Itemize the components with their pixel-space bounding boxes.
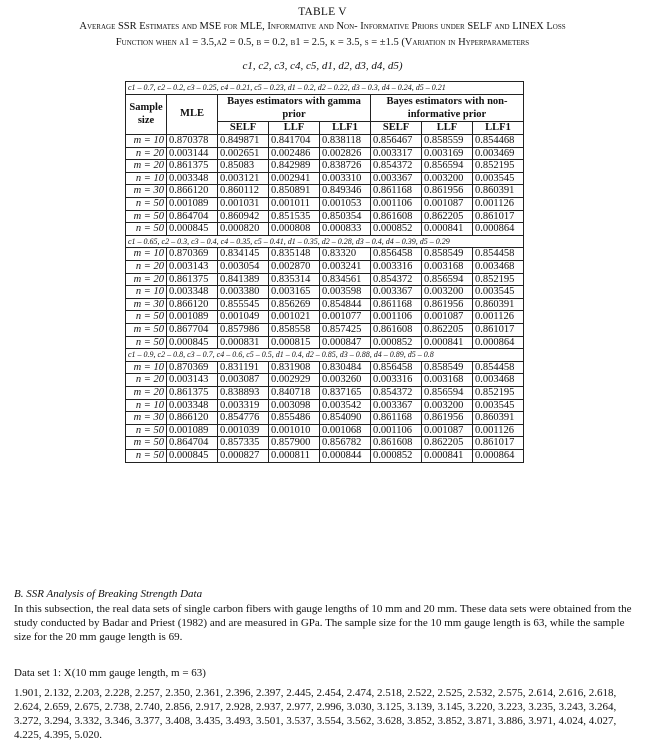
value-cell: 0.003316	[371, 374, 422, 387]
value-cell: 0.000852	[371, 449, 422, 462]
table-row	[126, 324, 524, 337]
section-paragraph: In this subsection, the real data sets of single carbon fibers with gauge lengths of 10 mm and 20 mm. These data sets were obtained from the study conducted by Badar and Priest (1982) and are measured in GPa. The sample size for the 10 mm gauge length is 63, while the sample size for the 20 mm gauge length is 69.	[14, 603, 632, 643]
sample-size-cell: m = 20	[126, 273, 167, 286]
subcol-header: LLF	[269, 121, 320, 135]
value-cell: 0.840718	[269, 386, 320, 399]
value-cell: 0.003168	[422, 261, 473, 274]
value-cell: 0.862205	[422, 437, 473, 450]
value-cell: 0.000845	[167, 449, 218, 462]
value-cell: 0.854090	[320, 412, 371, 425]
hyperparameter-label: c1 – 0.9, c2 – 0.8, c3 – 0.7, c4 – 0.6, c5 – 0.5, d1 – 0.4, d2 – 0.85, d3 – 0.88, d4 – 0.89, d5 – 0.8	[126, 349, 524, 362]
sample-size-cell: m = 30	[126, 298, 167, 311]
table-row	[126, 399, 524, 412]
value-cell: 0.000827	[218, 449, 269, 462]
value-cell: 0.000864	[473, 449, 524, 462]
value-cell: 0.866120	[167, 412, 218, 425]
value-cell: 0.003144	[167, 147, 218, 160]
value-cell: 0.003168	[422, 374, 473, 387]
value-cell: 0.000815	[269, 336, 320, 349]
value-cell: 0.003143	[167, 261, 218, 274]
value-cell: 0.85083	[218, 160, 269, 173]
value-cell: 0.003165	[269, 286, 320, 299]
value-cell: 0.834145	[218, 248, 269, 261]
value-cell: 0.001089	[167, 311, 218, 324]
value-cell: 0.003260	[320, 374, 371, 387]
table-row	[126, 286, 524, 299]
value-cell: 0.000811	[269, 449, 320, 462]
value-cell: 0.003200	[422, 399, 473, 412]
value-cell: 0.002651	[218, 147, 269, 160]
value-cell: 0.000833	[320, 223, 371, 236]
value-cell: 0.854844	[320, 298, 371, 311]
value-cell: 0.003348	[167, 172, 218, 185]
value-cell: 0.000831	[218, 336, 269, 349]
value-cell: 0.864704	[167, 210, 218, 223]
sample-size-cell: m = 10	[126, 361, 167, 374]
value-cell: 0.003241	[320, 261, 371, 274]
table-row	[126, 223, 524, 236]
subcol-header: SELF	[218, 121, 269, 135]
value-cell: 0.855545	[218, 298, 269, 311]
value-cell: 0.000845	[167, 336, 218, 349]
sample-size-cell: n = 50	[126, 198, 167, 211]
value-cell: 0.858549	[422, 248, 473, 261]
value-cell: 0.856594	[422, 273, 473, 286]
table-row	[126, 261, 524, 274]
sample-size-cell: n = 50	[126, 223, 167, 236]
value-cell: 0.861168	[371, 298, 422, 311]
table-row	[126, 273, 524, 286]
dataset-values: 1.901, 2.132, 2.203, 2.228, 2.257, 2.350, 2.361, 2.396, 2.397, 2.445, 2.454, 2.474, 2.518, 2.522, 2.525, 2.532, 2.575, 2.614, 2.616, 2.618, 2.624, 2.659, 2.675, 2.738, 2.740, 2.856, 2.917, 2.928, 2.937, 2.977, 2.996, 3.030, 3.125, 3.139, 3.145, 3.220, 3.223, 3.235, 3.243, 3.264, 3.272, 3.294, 3.332, 3.346, 3.377, 3.408, 3.435, 3.493, 3.501, 3.537, 3.554, 3.562, 3.628, 3.852, 3.852, 3.871, 3.886, 3.971, 4.024, 4.027, 4.225, 4.395, 5.020.	[14, 687, 617, 741]
table-row	[126, 198, 524, 211]
value-cell: 0.852195	[473, 160, 524, 173]
table-row	[126, 185, 524, 198]
value-cell: 0.862205	[422, 210, 473, 223]
value-cell: 0.852195	[473, 386, 524, 399]
value-cell: 0.860391	[473, 185, 524, 198]
table-row	[126, 210, 524, 223]
value-cell: 0.003469	[473, 147, 524, 160]
value-cell: 0.854458	[473, 248, 524, 261]
value-cell: 0.870369	[167, 248, 218, 261]
value-cell: 0.849346	[320, 185, 371, 198]
value-cell: 0.855486	[269, 412, 320, 425]
table-row	[126, 412, 524, 425]
value-cell: 0.870369	[167, 361, 218, 374]
value-cell: 0.854372	[371, 273, 422, 286]
value-cell: 0.003121	[218, 172, 269, 185]
value-cell: 0.854372	[371, 386, 422, 399]
value-cell: 0.861608	[371, 437, 422, 450]
value-cell: 0.003054	[218, 261, 269, 274]
value-cell: 0.861017	[473, 324, 524, 337]
value-cell: 0.841704	[269, 135, 320, 148]
value-cell: 0.860942	[218, 210, 269, 223]
value-cell: 0.854372	[371, 160, 422, 173]
table-row	[126, 311, 524, 324]
sample-size-cell: m = 10	[126, 135, 167, 148]
value-cell: 0.870378	[167, 135, 218, 148]
value-cell: 0.003468	[473, 261, 524, 274]
value-cell: 0.83320	[320, 248, 371, 261]
value-cell: 0.831908	[269, 361, 320, 374]
sample-size-cell: m = 50	[126, 437, 167, 450]
value-cell: 0.861608	[371, 210, 422, 223]
value-cell: 0.860112	[218, 185, 269, 198]
value-cell: 0.838726	[320, 160, 371, 173]
value-cell: 0.000852	[371, 223, 422, 236]
value-cell: 0.861017	[473, 210, 524, 223]
subcol-header: LLF1	[320, 121, 371, 135]
value-cell: 0.835148	[269, 248, 320, 261]
value-cell: 0.861956	[422, 298, 473, 311]
value-cell: 0.861375	[167, 386, 218, 399]
table-caption-line2: Function when α1 = 3.5,α2 = 0.5, β = 0.2, β1 = 2.5, k = 3.5, s = ±1.5 (Variation in Hyperparameters	[115, 37, 530, 48]
sample-size-cell: n = 50	[126, 336, 167, 349]
value-cell: 0.003545	[473, 172, 524, 185]
sample-size-cell: m = 50	[126, 210, 167, 223]
section-heading: B. SSR Analysis of Breaking Strength Data	[14, 588, 203, 600]
value-cell: 0.838893	[218, 386, 269, 399]
table-row	[126, 135, 524, 148]
value-cell: 0.858559	[422, 135, 473, 148]
sample-size-cell: m = 30	[126, 412, 167, 425]
hyperparameter-label: c1 – 0.7, c2 – 0.2, c3 – 0.25, c4 – 0.21, c5 – 0.23, d1 – 0.2, d2 – 0.22, d3 – 0.3, d4 – 0.24, d5 – 0.21	[126, 82, 524, 95]
value-cell: 0.000847	[320, 336, 371, 349]
value-cell: 0.838118	[320, 135, 371, 148]
subcol-header: LLF1	[473, 121, 524, 135]
value-cell: 0.001087	[422, 424, 473, 437]
value-cell: 0.861956	[422, 185, 473, 198]
value-cell: 0.856458	[371, 361, 422, 374]
value-cell: 0.003319	[218, 399, 269, 412]
value-cell: 0.001126	[473, 311, 524, 324]
value-cell: 0.858558	[269, 324, 320, 337]
sample-size-cell: n = 10	[126, 172, 167, 185]
value-cell: 0.001068	[320, 424, 371, 437]
header-row	[126, 94, 524, 121]
value-cell: 0.003317	[371, 147, 422, 160]
value-cell: 0.000841	[422, 336, 473, 349]
value-cell: 0.001053	[320, 198, 371, 211]
value-cell: 0.001031	[218, 198, 269, 211]
sample-size-cell: m = 20	[126, 386, 167, 399]
value-cell: 0.860391	[473, 298, 524, 311]
value-cell: 0.003545	[473, 399, 524, 412]
value-cell: 0.003598	[320, 286, 371, 299]
value-cell: 0.003169	[422, 147, 473, 160]
value-cell: 0.002826	[320, 147, 371, 160]
value-cell: 0.003087	[218, 374, 269, 387]
sample-size-header: Sample size	[126, 94, 167, 135]
sample-size-cell: m = 20	[126, 160, 167, 173]
value-cell: 0.001106	[371, 198, 422, 211]
value-cell: 0.841389	[218, 273, 269, 286]
value-cell: 0.854458	[473, 361, 524, 374]
dataset-label: Data set 1: X(10 mm gauge length, m = 63)	[14, 667, 206, 679]
value-cell: 0.001106	[371, 424, 422, 437]
subcol-header: SELF	[371, 121, 422, 135]
value-cell: 0.003200	[422, 172, 473, 185]
value-cell: 0.003348	[167, 399, 218, 412]
value-cell: 0.001077	[320, 311, 371, 324]
value-cell: 0.003348	[167, 286, 218, 299]
value-cell: 0.003367	[371, 399, 422, 412]
table-row	[126, 160, 524, 173]
value-cell: 0.835314	[269, 273, 320, 286]
value-cell: 0.003310	[320, 172, 371, 185]
value-cell: 0.000844	[320, 449, 371, 462]
value-cell: 0.857986	[218, 324, 269, 337]
value-cell: 0.001089	[167, 424, 218, 437]
value-cell: 0.001039	[218, 424, 269, 437]
value-cell: 0.861375	[167, 273, 218, 286]
hyperparameter-label: c1 – 0.65, c2 – 0.3, c3 – 0.4, c4 – 0.35, c5 – 0.41, d1 – 0.35, d2 – 0.28, d3 – 0.4, d4 – 0.39, d5 – 0.29	[126, 235, 524, 248]
param-row	[126, 235, 524, 248]
value-cell: 0.856594	[422, 386, 473, 399]
value-cell: 0.000852	[371, 336, 422, 349]
mle-header: MLE	[167, 94, 218, 135]
value-cell: 0.858549	[422, 361, 473, 374]
table-row	[126, 298, 524, 311]
value-cell: 0.001089	[167, 198, 218, 211]
value-cell: 0.861168	[371, 185, 422, 198]
table-row	[126, 147, 524, 160]
value-cell: 0.864704	[167, 437, 218, 450]
sample-size-cell: m = 30	[126, 185, 167, 198]
sample-size-cell: n = 20	[126, 261, 167, 274]
value-cell: 0.002941	[269, 172, 320, 185]
table-row	[126, 386, 524, 399]
value-cell: 0.831191	[218, 361, 269, 374]
sample-size-cell: n = 50	[126, 311, 167, 324]
value-cell: 0.001049	[218, 311, 269, 324]
value-cell: 0.000808	[269, 223, 320, 236]
sample-size-cell: n = 10	[126, 286, 167, 299]
sample-size-cell: m = 10	[126, 248, 167, 261]
value-cell: 0.857900	[269, 437, 320, 450]
value-cell: 0.003545	[473, 286, 524, 299]
value-cell: 0.003542	[320, 399, 371, 412]
value-cell: 0.000845	[167, 223, 218, 236]
value-cell: 0.003468	[473, 374, 524, 387]
table-row	[126, 374, 524, 387]
value-cell: 0.856594	[422, 160, 473, 173]
value-cell: 0.860391	[473, 412, 524, 425]
value-cell: 0.861168	[371, 412, 422, 425]
table-row	[126, 424, 524, 437]
value-cell: 0.001087	[422, 311, 473, 324]
value-cell: 0.856782	[320, 437, 371, 450]
value-cell: 0.866120	[167, 185, 218, 198]
value-cell: 0.001087	[422, 198, 473, 211]
value-cell: 0.001126	[473, 198, 524, 211]
value-cell: 0.000820	[218, 223, 269, 236]
table-caption-line3: c1, c2, c3, c4, c5, d1, d2, d3, d4, d5)	[242, 60, 403, 72]
value-cell: 0.001106	[371, 311, 422, 324]
value-cell: 0.866120	[167, 298, 218, 311]
table-row	[126, 172, 524, 185]
value-cell: 0.003200	[422, 286, 473, 299]
value-cell: 0.861956	[422, 412, 473, 425]
param-row	[126, 349, 524, 362]
value-cell: 0.830484	[320, 361, 371, 374]
value-cell: 0.003367	[371, 286, 422, 299]
table-caption-line1: Average SSR Estimates and MSE for MLE, Informative and Non- Informative Priors under SELF and LINEX Loss	[79, 21, 566, 32]
value-cell: 0.854776	[218, 412, 269, 425]
value-cell: 0.861608	[371, 324, 422, 337]
value-cell: 0.856269	[269, 298, 320, 311]
sample-size-cell: m = 50	[126, 324, 167, 337]
table-label: TABLE V	[298, 6, 347, 18]
table-row	[126, 449, 524, 462]
value-cell: 0.003367	[371, 172, 422, 185]
value-cell: 0.852195	[473, 273, 524, 286]
value-cell: 0.002929	[269, 374, 320, 387]
value-cell: 0.856458	[371, 248, 422, 261]
sample-size-cell: n = 50	[126, 449, 167, 462]
gamma-prior-header: Bayes estimators with gamma prior	[218, 94, 371, 121]
value-cell: 0.856467	[371, 135, 422, 148]
value-cell: 0.854468	[473, 135, 524, 148]
results-table	[125, 81, 524, 463]
value-cell: 0.001021	[269, 311, 320, 324]
value-cell: 0.851535	[269, 210, 320, 223]
value-cell: 0.834561	[320, 273, 371, 286]
value-cell: 0.842989	[269, 160, 320, 173]
value-cell: 0.003143	[167, 374, 218, 387]
value-cell: 0.001011	[269, 198, 320, 211]
value-cell: 0.001126	[473, 424, 524, 437]
value-cell: 0.001010	[269, 424, 320, 437]
value-cell: 0.002870	[269, 261, 320, 274]
value-cell: 0.857425	[320, 324, 371, 337]
value-cell: 0.002486	[269, 147, 320, 160]
value-cell: 0.000864	[473, 336, 524, 349]
value-cell: 0.000864	[473, 223, 524, 236]
subcol-header: LLF	[422, 121, 473, 135]
table-row	[126, 336, 524, 349]
value-cell: 0.867704	[167, 324, 218, 337]
value-cell: 0.003380	[218, 286, 269, 299]
table-row	[126, 248, 524, 261]
sample-size-cell: n = 20	[126, 147, 167, 160]
value-cell: 0.003098	[269, 399, 320, 412]
value-cell: 0.850354	[320, 210, 371, 223]
value-cell: 0.837165	[320, 386, 371, 399]
sample-size-cell: n = 10	[126, 399, 167, 412]
value-cell: 0.000841	[422, 449, 473, 462]
value-cell: 0.003316	[371, 261, 422, 274]
table-row	[126, 437, 524, 450]
sample-size-cell: n = 50	[126, 424, 167, 437]
noninformative-prior-header: Bayes estimators with non-informative prior	[371, 94, 524, 121]
value-cell: 0.849871	[218, 135, 269, 148]
value-cell: 0.857335	[218, 437, 269, 450]
param-row	[126, 82, 524, 95]
table-row	[126, 361, 524, 374]
sample-size-cell: n = 20	[126, 374, 167, 387]
value-cell: 0.861017	[473, 437, 524, 450]
value-cell: 0.000841	[422, 223, 473, 236]
value-cell: 0.862205	[422, 324, 473, 337]
value-cell: 0.861375	[167, 160, 218, 173]
value-cell: 0.850891	[269, 185, 320, 198]
